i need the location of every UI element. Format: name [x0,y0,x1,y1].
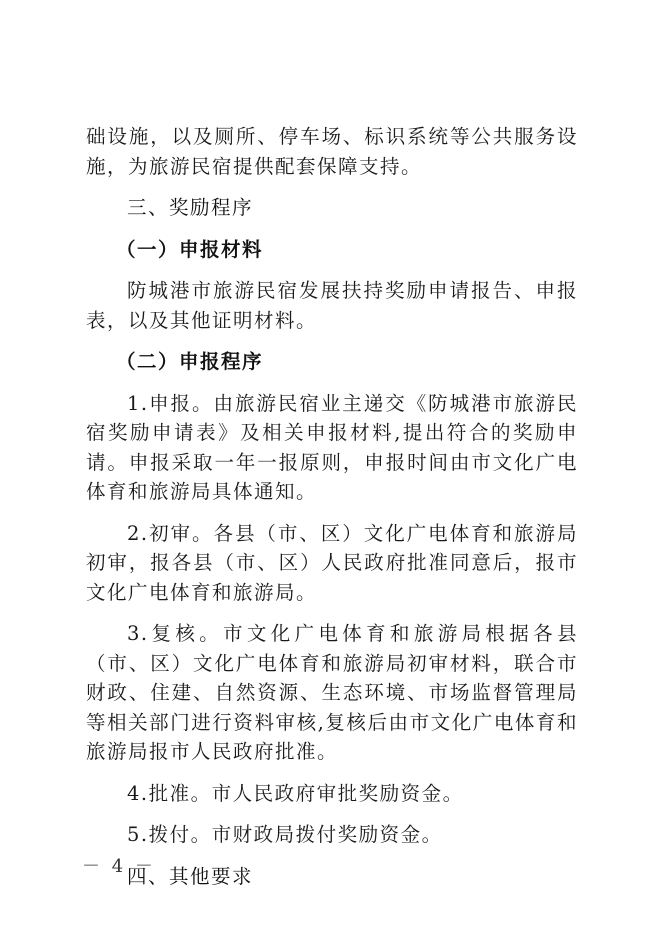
paragraph-step-1-application: 1.申报。由旅游民宿业主递交《防城港市旅游民宿奖励申请表》及相关申报材料,提出符合的奖励申请。申报采取一年一报原则，申报时间由市文化广电体育和旅游局具体通知。 [86,391,578,503]
page-number: － 4 － [82,856,156,877]
subsection-heading-application-procedure: （二）申报程序 [116,350,264,373]
subsection-heading-application-materials: （一）申报材料 [116,237,264,261]
paragraph-step-2-preliminary-review: 2.初审。各县（市、区）文化广电体育和旅游局初审，报各县（市、区）人民政府批准同意后，报市文化广电体育和旅游局。 [86,521,578,604]
paragraph-facilities-continuation: 础设施，以及厕所、停车场、标识系统等公共服务设施，为旅游民宿提供配套保障支持。 [86,125,578,178]
section-heading-reward-procedure: 三、奖励程序 [127,196,254,219]
paragraph-step-5-disbursement: 5.拨付。市财政局拨付奖励资金。 [127,823,443,846]
section-heading-other-requirements: 四、其他要求 [127,864,254,888]
paragraph-step-3-re-examination: 3.复核。市文化广电体育和旅游局根据各县（市、区）文化广电体育和旅游局初审材料，联合市财政、住建、自然资源、生态环境、市场监督管理局等相关部门进行资料审核,复核后由市文化广电体育和旅游局报市人民政府批准。 [86,622,578,763]
document-body [86,122,578,903]
paragraph-application-materials: 防城港市旅游民宿发展扶持奖励申请报告、申报表，以及其他证明材料。 [86,279,578,332]
paragraph-step-4-approval: 4.批准。市人民政府审批奖励资金。 [127,781,464,805]
